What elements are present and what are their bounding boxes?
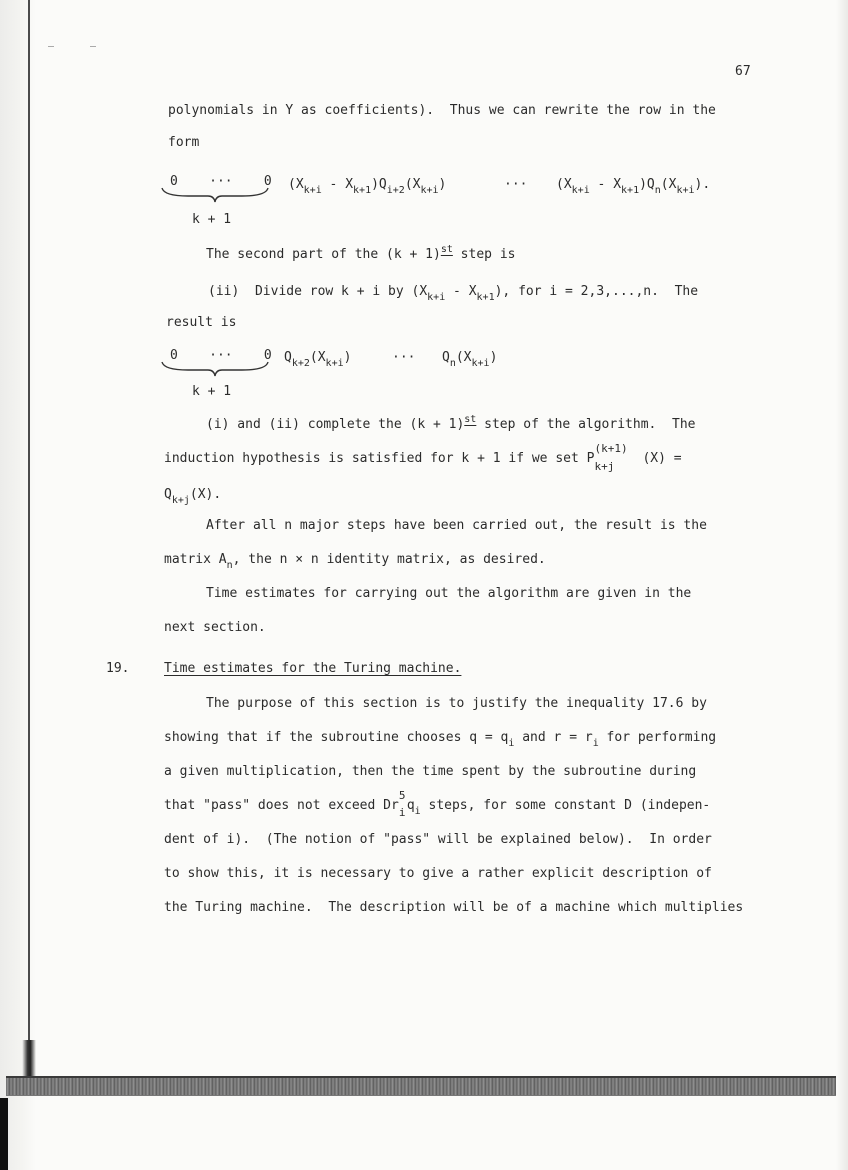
brace-label: k + 1 [192,212,232,227]
text-line: dent of i). (The notion of "pass" will be explained below). In order [164,832,712,847]
text-line: induction hypothesis is satisfied for k + 1 if we set P (k+1) k+j (X) = [164,442,682,473]
scan-speck [48,46,54,47]
text-line: the Turing machine. The description will be of a machine which multiplies [164,900,744,915]
math-term: $Q_n(X_{k+i})$ [442,350,498,369]
text-line: polynomials in Y as coefficients). Thus we can rewrite the row in the [168,103,716,118]
text-line: (i) and (ii) complete the $(k + 1)^{st}$ step of the algorithm. The [206,414,696,432]
math-term: $Q_{k+2}(X_{k+i})$ [284,350,352,369]
text-line: (ii) Divide row k + i by $(X_{k+i} - X_{k+1})$, for i = 2,3,...,n. The [208,284,699,303]
text-line: next section. [164,620,266,635]
text-line: form [168,135,200,150]
scan-right-edge [836,0,848,1170]
scan-black-edge [0,1098,8,1170]
binding-line [28,0,30,1075]
text-line: The second part of the $(k + 1)^{st}$ step is [206,244,516,262]
text-line: result is [166,315,237,330]
text-line: matrix $A_n$, the n × n identity matrix, as desired. [164,552,546,571]
section-title: Time estimates for the Turing machine. [164,661,462,676]
zeros-group: 0 ··· 0 [170,348,272,363]
page-left-edge [0,0,36,1170]
text-line: a given multiplication, then the time spent by the subroutine during [164,764,697,779]
brace-label: k + 1 [192,384,232,399]
underbrace-icon [160,186,270,204]
scan-speck [90,46,96,47]
ellipsis: ··· [392,350,416,365]
ellipsis: ··· [504,177,528,192]
zeros-group: 0 ··· 0 [170,174,272,189]
text-line: to show this, it is necessary to give a rather explicit description of [164,866,712,881]
text-line: Time estimates for carrying out the algorithm are given in the [206,586,692,601]
text-line: After all n major steps have been carried out, the result is the [206,518,707,533]
math-term: $(X_{k+i} - X_{k+1})Q_{i+2}(X_{k+i})$ [288,177,447,196]
text-line: showing that if the subroutine chooses $q = q_i$ and $r = r_i$ for performing [164,730,717,749]
text-line: that "pass" does not exceed Dr 5 i $q_i$ steps, for some constant D (indepen- [164,789,711,819]
underbrace-icon [160,360,270,378]
scan-bottom-band [6,1076,836,1096]
math-term: $(X_{k+i} - X_{k+1})Q_n(X_{k+i})$. [556,177,711,196]
page-number: 67 [735,64,751,79]
section-number: 19. [106,661,130,676]
text-line: $Q_{k+j}(X)$. [164,487,222,506]
text-line: The purpose of this section is to justify the inequality 17.6 by [206,696,707,711]
